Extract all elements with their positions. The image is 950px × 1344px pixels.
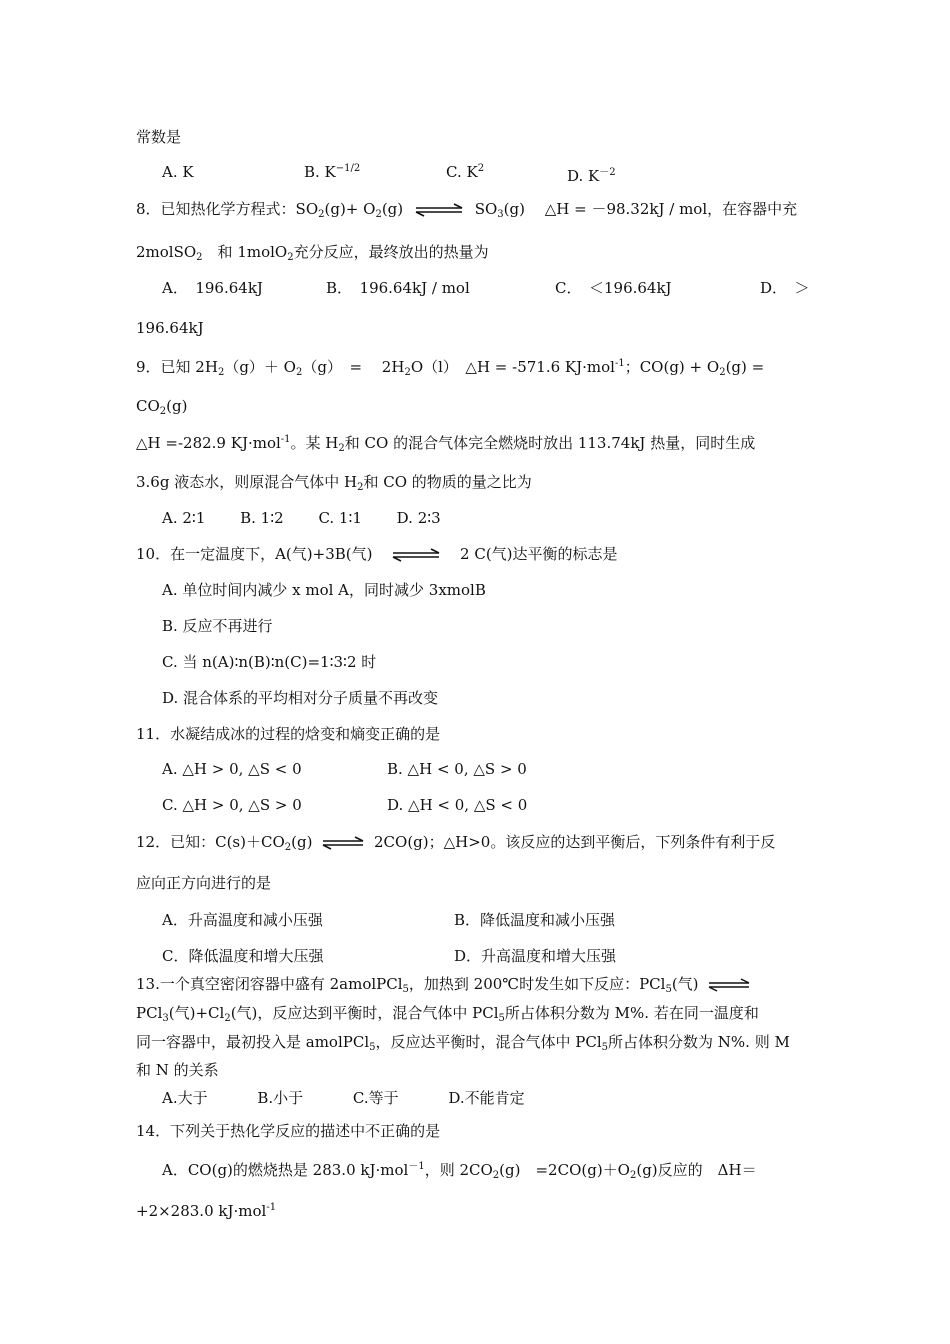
q13-stem-line2: PCl$_3$(气)$+Cl_2$(气)，反应达到平衡时，混合气体中 PCl$_5$所占体积分数为 M%. 若在同一温度和 — [136, 1004, 759, 1024]
q10-option-a: A. 单位时间内减少 x mol A，同时减少 3xmolB — [162, 581, 486, 599]
q12-option-a: A．升高温度和减小压强 — [162, 911, 323, 929]
q12-option-c: C．降低温度和增大压强 — [162, 947, 324, 965]
q14-stem: 14．下列关于热化学反应的描述中不正确的是 — [136, 1122, 441, 1140]
q11-stem: 11．水凝结成冰的过程的焓变和熵变正确的是 — [136, 725, 441, 743]
q8-option-d-continued: 196.64kJ — [136, 319, 204, 337]
q11-option-b: B. △H < 0, △S > 0 — [387, 760, 527, 778]
q11-option-a: A. △H > 0, △S < 0 — [162, 760, 302, 778]
q14-option-a-line2: +2×283.0 kJ·mol$^{-1}$ — [136, 1202, 277, 1220]
q11-option-c: C. △H > 0, △S > 0 — [162, 796, 302, 814]
q9-options: A. 2∶1 B. 1∶2 C. 1∶1 D. 2∶3 — [162, 509, 441, 527]
q10-option-d: D. 混合体系的平均相对分子质量不再改变 — [162, 689, 439, 707]
q8-option-c: C． ＜196.64kJ — [555, 279, 672, 297]
q9-stem-line1: 9．已知 $2H_2(g)+ O_2(g)$ = $2H_2O(l)$ △H = -571.6 KJ·mol$^{-1}$；$CO(g) + O_2(g)$ = — [136, 358, 765, 378]
q10-option-c: C. 当 n(A)∶n(B)∶n(C)=1∶3∶2 时 — [162, 653, 377, 671]
equilibrium-arrow-icon — [414, 203, 464, 217]
q10-stem: 10．在一定温度下，A(气)+3B(气) 2 C(气)达平衡的标志是 — [136, 545, 618, 563]
q7-option-c: C. $K^2$ — [446, 163, 485, 181]
q8-stem-line2: 2molSO$_2$ 和 1molO$_2$充分反应，最终放出的热量为 — [136, 243, 489, 263]
q7-option-a: A. K — [162, 163, 194, 181]
q14-option-a-line1: A．CO(g)的燃烧热是 283.0 kJ·mol$^{-1}$，则 $2CO_2(g)$ $=2CO(g)+O_2(g)$反应的 ΔH＝ — [162, 1161, 757, 1181]
q9-stem-line4: 3.6g 液态水，则原混合气体中 $H_2$和 CO 的物质的量之比为 — [136, 473, 532, 493]
q8-stem-line1: 8．已知热化学方程式：$SO_2(g)+ O_2(g)$ $SO_3(g)$ △H = －98.32kJ / mol，在容器中充 — [136, 200, 798, 220]
q12-option-d: D．升高温度和增大压强 — [454, 947, 617, 965]
q12-stem-line1: 12．已知：$C(s)+CO_2(g)$ 2CO(g)；△H>0。该反应的达到平衡后，下列条件有利于反 — [136, 833, 776, 853]
equilibrium-arrow-icon — [321, 836, 365, 850]
line-top: 常数是 — [136, 128, 182, 146]
q8-option-a: A． 196.64kJ — [162, 279, 263, 297]
q11-option-d: D. △H < 0, △S < 0 — [387, 796, 528, 814]
q7-option-d: D. $K^{-2}$ — [567, 167, 616, 185]
q8-option-b: B． 196.64kJ / mol — [326, 279, 470, 297]
q13-stem-line1: 13.一个真空密闭容器中盛有 2amolPCl$_5$，加热到 200℃时发生如下反应：PCl$_5$(气) — [136, 974, 755, 1000]
q13-stem-line3: 同一容器中，最初投入是 amolPCl$_5$，反应达平衡时，混合气体中 PCl$_5$所占体积分数为 N%. 则 M — [136, 1033, 790, 1053]
equilibrium-arrow-icon — [707, 978, 751, 992]
q9-stem-line3: △H =-282.9 KJ·mol$^{-1}$。某 $H_2$和 CO 的混合气体完全燃烧时放出 113.74kJ 热量，同时生成 — [136, 434, 756, 454]
q9-stem-line2: $CO_2(g)$ — [136, 397, 188, 417]
q12-option-b: B．降低温度和减小压强 — [454, 911, 616, 929]
q8-option-d: D． ＞ — [760, 279, 810, 297]
q7-option-b: B. $K^{-1/2}$ — [304, 163, 361, 181]
q13-options: A.大于 B.小于 C.等于 D.不能肯定 — [162, 1089, 525, 1107]
q12-stem-line2: 应向正方向进行的是 — [136, 874, 272, 892]
q13-stem-line4: 和 N 的关系 — [136, 1061, 219, 1079]
equilibrium-arrow-icon — [391, 548, 441, 562]
q10-option-b: B. 反应不再进行 — [162, 617, 273, 635]
